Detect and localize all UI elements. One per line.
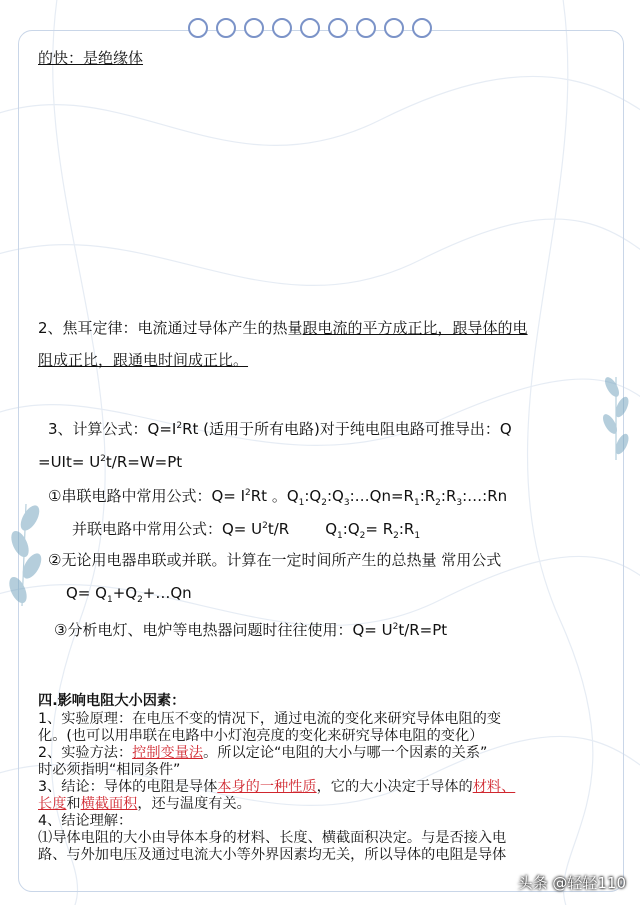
section-text: 2、实验方法： — [38, 745, 133, 761]
subscript: 1 — [298, 498, 305, 508]
subscript: 2 — [321, 498, 327, 508]
subscript: 2 — [137, 595, 143, 605]
ring-icon — [272, 18, 292, 38]
section-line: 化。(也可以用串联在电路中小灯泡亮度的变化来研究导体电阻的变化） — [38, 728, 484, 744]
ring-icon — [412, 18, 432, 38]
formula-text: t/R=W=Pt — [105, 453, 183, 471]
parallel-text: = R — [365, 520, 394, 538]
subscript: 1 — [337, 531, 343, 541]
highlight-text: 长度 — [38, 796, 67, 812]
section-line: ⑴导体电阻的大小由导体本身的材料、长度、横截面积决定。与是否接入电 — [38, 830, 507, 846]
formula-text: =UIt= U — [38, 453, 101, 471]
joule-text: 2、焦耳定律：电流通过导体产生的热量 — [38, 319, 303, 337]
superscript: 2 — [245, 488, 251, 498]
section-text: ，它的大小决定于导体的 — [316, 779, 473, 795]
ring-icon — [244, 18, 264, 38]
subscript: 2 — [393, 531, 399, 541]
joule-text-underlined: 阻成正比 — [38, 351, 99, 369]
watermark: 头条 @轻轻110 — [517, 874, 626, 892]
section-title: 四.影响电阻大小因素： — [38, 693, 186, 709]
top-line: 的快：是绝缘体 — [38, 49, 144, 67]
series-formula — [48, 483, 507, 513]
general-text: Q= Q — [66, 584, 107, 602]
subscript: 1 — [414, 531, 421, 541]
series-text: :Q — [304, 487, 322, 505]
section-line: 路、与外加电压及通过电流大小等外界因素均无关，所以导体的电阻是导体 — [38, 847, 507, 863]
heater-text: ③分析电灯、电炉等电热器问题时往往使用：Q= U — [54, 621, 393, 639]
leaf-icon — [592, 372, 638, 462]
parallel-formula — [72, 516, 420, 546]
subscript: 3 — [456, 498, 463, 508]
ring-icon — [300, 18, 320, 38]
subscript: 1 — [106, 595, 113, 605]
section-line — [38, 779, 515, 796]
section-line — [38, 796, 251, 813]
ring-icon — [216, 18, 236, 38]
highlight-text: 材料、 — [472, 779, 516, 795]
parallel-text: :R — [398, 520, 415, 538]
series-text: :R — [419, 487, 436, 505]
joule-line-1 — [38, 318, 528, 338]
ring-icon — [328, 18, 348, 38]
section-line — [38, 745, 487, 762]
subscript: 2 — [359, 531, 366, 541]
formula-text: Rt (适用于所有电路)对于纯电阻电路可推导出：Q — [182, 420, 512, 438]
series-text: Rt 。Q — [250, 487, 299, 505]
formula-line-2 — [38, 449, 182, 472]
parallel-text: t/R — [267, 520, 290, 538]
section-text: 和 — [66, 796, 81, 812]
general-text: +…Qn — [142, 584, 192, 602]
formula-text: 3、计算公式：Q=I — [48, 420, 177, 438]
section-line: 1、实验原理：在电压不变的情况下，通过电流的变化来研究导体电阻的变 — [38, 711, 502, 727]
ring-icon — [356, 18, 376, 38]
highlight-text: 本身的一种性质 — [217, 779, 317, 795]
parallel-text: 并联电路中常用公式：Q= U — [72, 520, 263, 538]
series-text: :R — [440, 487, 457, 505]
joule-text-underlined: ，跟通电时间成正比。 — [98, 351, 249, 369]
heater-text: t/R=Pt — [398, 621, 448, 639]
joule-line-2 — [38, 350, 248, 370]
general-line-1: ②无论用电器串联或并联。计算在一定时间所产生的总热量 常用公式 — [48, 551, 502, 569]
series-text: ①串联电路中常用公式：Q= I — [48, 487, 246, 505]
general-line-2 — [66, 583, 192, 610]
parallel-text: :Q — [342, 520, 360, 538]
parallel-text: Q — [325, 520, 338, 538]
superscript: 2 — [176, 421, 183, 431]
superscript: 2 — [100, 454, 106, 464]
series-text: :…Qn=R — [349, 487, 414, 505]
subscript: 2 — [435, 498, 441, 508]
highlight-text: 控制变量法 — [132, 745, 204, 761]
section-text: 3、结论：导体的电阻是导体 — [38, 779, 218, 795]
section-line: 时必须指明“相同条件” — [38, 762, 181, 778]
joule-text-underlined: 跟电流的平方成正比，跟导体的电 — [302, 319, 528, 337]
highlight-text: 横截面积 — [80, 796, 138, 812]
ring-icon — [188, 18, 208, 38]
subscript: 3 — [343, 498, 350, 508]
section-line: 4、结论理解： — [38, 813, 133, 829]
section-text: ，还与温度有关。 — [137, 796, 251, 812]
series-text: :Q — [326, 487, 344, 505]
ring-icon — [384, 18, 404, 38]
heater-formula — [54, 617, 447, 640]
superscript: 2 — [262, 521, 268, 531]
series-text: :…:Rn — [462, 487, 508, 505]
formula-line-1 — [48, 416, 512, 439]
superscript: 2 — [392, 622, 399, 632]
section-text: 。所以定论“电阻的大小与哪一个因素的关系” — [203, 745, 488, 761]
general-text: +Q — [112, 584, 138, 602]
binder-rings — [188, 18, 468, 44]
subscript: 1 — [413, 498, 420, 508]
